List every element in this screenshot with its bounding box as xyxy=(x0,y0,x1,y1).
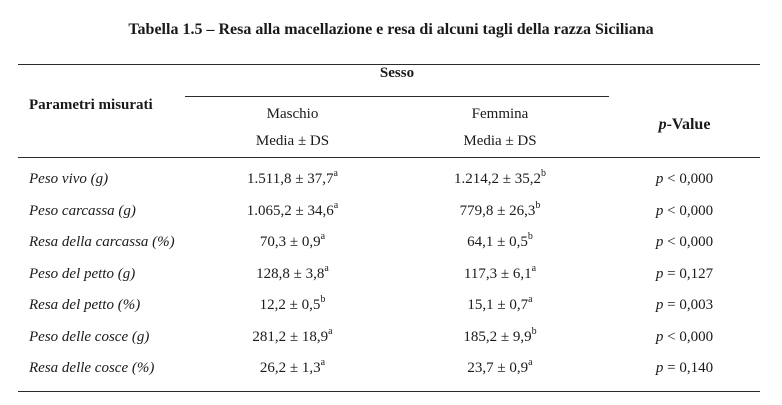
female-superscript: b xyxy=(531,325,537,337)
row-male-value xyxy=(190,357,395,377)
row-male-value xyxy=(190,168,395,188)
row-pvalue xyxy=(609,297,760,314)
p-comparison: = 0,140 xyxy=(663,360,714,376)
male-superscript: a xyxy=(333,199,339,211)
male-superscript: a xyxy=(324,262,329,274)
male-mean-sd: 1.065,2 ± 34,6 xyxy=(246,202,334,219)
row-female-value xyxy=(395,199,605,220)
row-param-label: Resa del petto (%) xyxy=(29,297,141,313)
column-header-pvalue xyxy=(609,116,760,134)
p-symbol: p xyxy=(655,297,664,313)
row-pvalue xyxy=(609,360,760,377)
table-row xyxy=(0,290,782,321)
female-mean-sd: 1.214,2 ± 35,2 xyxy=(454,171,541,187)
row-pvalue xyxy=(609,329,760,346)
row-female-value xyxy=(395,325,605,346)
row-female-value xyxy=(395,262,605,283)
female-superscript: a xyxy=(528,294,533,305)
table-row xyxy=(0,196,782,227)
male-superscript: a xyxy=(320,357,326,368)
group-rule xyxy=(185,96,609,97)
group-header-sesso: Sesso xyxy=(379,65,415,81)
row-pvalue xyxy=(609,171,760,188)
male-mean-sd: 1.511,8 ± 37,7 xyxy=(247,171,334,187)
header-rule xyxy=(18,157,760,158)
p-symbol: p xyxy=(655,202,664,219)
row-param-label: Peso carcassa (g) xyxy=(29,202,136,219)
column-subheader-maschio-stat: Media ± DS xyxy=(255,133,330,149)
row-pvalue xyxy=(609,266,760,283)
pvalue-symbol: p xyxy=(658,116,667,133)
table-row xyxy=(0,353,782,384)
row-male-value xyxy=(190,325,395,346)
row-female-value xyxy=(395,231,605,251)
male-mean-sd: 12,2 ± 0,5 xyxy=(259,297,321,313)
female-mean-sd: 779,8 ± 26,3 xyxy=(459,202,536,219)
male-superscript: b xyxy=(320,294,326,305)
row-param-label: Resa della carcassa (%) xyxy=(29,234,175,250)
p-comparison: < 0,000 xyxy=(663,171,714,187)
table-row xyxy=(0,227,782,258)
row-male-value xyxy=(190,294,395,314)
row-param-label: Peso del petto (g) xyxy=(29,265,136,282)
female-mean-sd: 23,7 ± 0,9 xyxy=(467,360,529,376)
female-mean-sd: 15,1 ± 0,7 xyxy=(467,297,529,313)
p-comparison: < 0,000 xyxy=(663,202,714,219)
p-symbol: p xyxy=(655,360,664,376)
p-comparison: < 0,000 xyxy=(663,234,714,250)
female-mean-sd: 64,1 ± 0,5 xyxy=(467,234,528,250)
row-pvalue xyxy=(609,203,760,220)
female-superscript: b xyxy=(527,231,533,242)
p-symbol: p xyxy=(655,328,664,345)
male-mean-sd: 70,3 ± 0,9 xyxy=(259,234,321,250)
row-female-value xyxy=(395,294,605,314)
p-comparison: = 0,003 xyxy=(663,297,714,313)
column-subheader-femmina-stat: Media ± DS xyxy=(463,133,537,149)
male-mean-sd: 128,8 ± 3,8 xyxy=(256,265,325,282)
male-mean-sd: 281,2 ± 18,9 xyxy=(252,328,329,345)
male-superscript: a xyxy=(333,168,338,179)
column-header-femmina: Femmina xyxy=(471,106,529,122)
p-symbol: p xyxy=(655,234,664,250)
female-superscript: a xyxy=(531,262,537,274)
female-superscript: b xyxy=(535,199,541,211)
column-header-maschio: Maschio xyxy=(266,106,319,122)
row-male-value xyxy=(190,199,395,220)
table-row xyxy=(0,259,782,290)
male-mean-sd: 26,2 ± 1,3 xyxy=(259,360,321,376)
table-caption: Tabella 1.5 – Resa alla macellazione e resa di alcuni tagli della razza Siciliana xyxy=(128,21,654,38)
row-male-value xyxy=(190,262,395,283)
row-pvalue xyxy=(609,234,760,251)
bottom-rule xyxy=(18,391,760,392)
table-row xyxy=(0,164,782,195)
table-row xyxy=(0,322,782,353)
p-symbol: p xyxy=(655,171,664,187)
female-mean-sd: 117,3 ± 6,1 xyxy=(463,265,532,282)
male-superscript: a xyxy=(320,231,326,242)
p-comparison: < 0,000 xyxy=(663,328,714,345)
row-male-value xyxy=(190,231,395,251)
row-param-label: Peso vivo (g) xyxy=(29,171,109,187)
female-superscript: b xyxy=(540,168,546,179)
p-symbol: p xyxy=(655,265,664,282)
row-female-value xyxy=(395,357,605,377)
row-female-value xyxy=(395,168,605,188)
female-superscript: a xyxy=(528,357,533,368)
row-param-label: Resa delle cosce (%) xyxy=(29,360,155,376)
column-header-parametri: Parametri misurati xyxy=(29,97,153,113)
row-param-label: Peso delle cosce (g) xyxy=(29,328,150,345)
pvalue-suffix: -Value xyxy=(666,116,711,133)
p-comparison: = 0,127 xyxy=(663,265,714,282)
male-superscript: a xyxy=(328,325,333,337)
female-mean-sd: 185,2 ± 9,9 xyxy=(463,328,532,345)
